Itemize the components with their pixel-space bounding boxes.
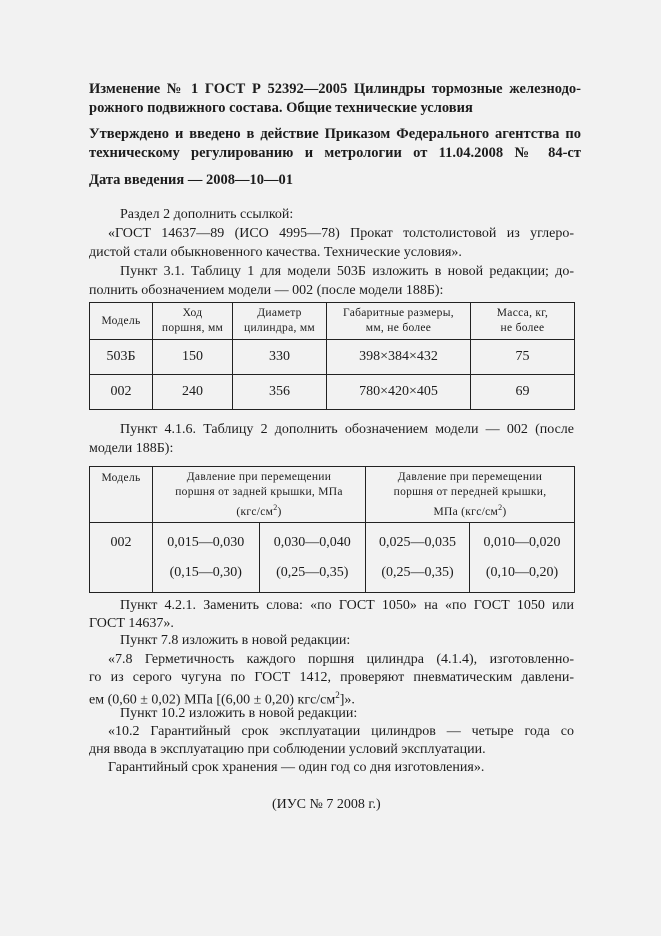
paragraph-item421-line2: ГОСТ 14637».: [89, 616, 174, 631]
amendment-title-line1: Изменение № 1 ГОСТ Р 52392—2005 Цилиндры тормозные железнодо-: [89, 81, 581, 97]
approval-line2: техническому регулированию и метрологии от 11.04.2008 № 84-ст: [89, 145, 581, 161]
table-2-cell-rear-1: 0,015—0,030 (0,15—0,30): [153, 523, 260, 593]
table-1-cell: 398×384×432: [327, 340, 471, 375]
paragraph-item78-text-line2: го из серого чугуна по ГОСТ 1412, проверяют пневматическим давлени-: [89, 670, 574, 685]
paragraph-item421-line1: Пункт 4.2.1. Заменить слова: «по ГОСТ 1050» на «по ГОСТ 1050 или: [120, 598, 574, 613]
table-row: [90, 375, 575, 410]
paragraph-item102: Пункт 10.2 изложить в новой редакции:: [120, 706, 358, 721]
table-2-header-rear: Давление при перемещении поршня от задней крышки, МПа $(кгс/см^2)$: [153, 467, 366, 523]
table-1-cell: 69: [471, 375, 575, 410]
table-2-header-model: Модель: [90, 467, 153, 523]
effective-date: Дата введения — 2008—10—01: [89, 172, 294, 188]
amendment-title-line2: рожного подвижного состава. Общие технические условия: [89, 100, 473, 116]
table-1-header-diameter: Диаметр цилиндра, мм: [233, 303, 327, 340]
paragraph-item31-line1: Пункт 3.1. Таблицу 1 для модели 503Б изложить в новой редакции; до-: [120, 264, 574, 279]
table-1-cell: 356: [233, 375, 327, 410]
paragraph-gost-ref-line2: дистой стали обыкновенного качества. Технические условия».: [89, 245, 462, 260]
paragraph-item78-text-line1: «7.8 Герметичность каждого поршня цилиндра (4.1.4), изготовленно-: [108, 652, 574, 667]
paragraph-item31-line2: полнить обозначением модели — 002 (после модели 188Б):: [89, 283, 444, 298]
table-1-cell: 150: [153, 340, 233, 375]
table-1-cell: 240: [153, 375, 233, 410]
approval-line1: Утверждено и введено в действие Приказом Федерального агентства по: [89, 126, 581, 142]
table-2: [89, 466, 575, 593]
table-row: [90, 523, 575, 593]
paragraph-item102-text-line2: дня ввода в эксплуатацию при соблюдении условий эксплуатации.: [89, 742, 486, 757]
paragraph-item416-line1: Пункт 4.1.6. Таблицу 2 дополнить обозначением модели — 002 (после: [120, 422, 574, 437]
table-2-cell-model: 002: [90, 523, 153, 593]
table-2-cell-rear-2: 0,030—0,040 (0,25—0,35): [259, 523, 366, 593]
paragraph-item102-text-line1: «10.2 Гарантийный срок эксплуатации цилиндров — четыре года со: [108, 724, 574, 739]
table-1-cell: 330: [233, 340, 327, 375]
paragraph-item78: Пункт 7.8 изложить в новой редакции:: [120, 633, 351, 648]
paragraph-item78-text-line3: ем (0,60 ± 0,02) МПа [(6,00 ± 0,20) кгс/$см^2$]».: [89, 690, 355, 708]
paragraph-storage-warranty: Гарантийный срок хранения — один год со дня изготовления».: [108, 760, 485, 775]
table-1-header-model: Модель: [90, 303, 153, 340]
table-2-header-front: Давление при перемещении поршня от передней крышки, МПа $(кгс/см^2)$: [366, 467, 575, 523]
table-1-cell: 503Б: [90, 340, 153, 375]
footer-ius-reference: (ИУС № 7 2008 г.): [272, 797, 381, 812]
table-1-cell: 780×420×405: [327, 375, 471, 410]
table-1: [89, 302, 575, 410]
table-2-cell-front-1: 0,025—0,035 (0,25—0,35): [366, 523, 470, 593]
table-1-cell: 75: [471, 340, 575, 375]
table-2-cell-front-2: 0,010—0,020 (0,10—0,20): [470, 523, 575, 593]
paragraph-item416-line2: модели 188Б):: [89, 441, 174, 456]
table-2-header-row: [90, 467, 575, 523]
table-1-header-mass: Масса, кг, не более: [471, 303, 575, 340]
table-row: [90, 340, 575, 375]
table-1-header-row: [90, 303, 575, 340]
paragraph-gost-ref-line1: «ГОСТ 14637—89 (ИСО 4995—78) Прокат толстолистовой из углеро-: [108, 226, 574, 241]
table-1-header-stroke: Ход поршня, мм: [153, 303, 233, 340]
paragraph-section2: Раздел 2 дополнить ссылкой:: [120, 207, 294, 222]
table-1-header-dimensions: Габаритные размеры, мм, не более: [327, 303, 471, 340]
table-1-cell: 002: [90, 375, 153, 410]
